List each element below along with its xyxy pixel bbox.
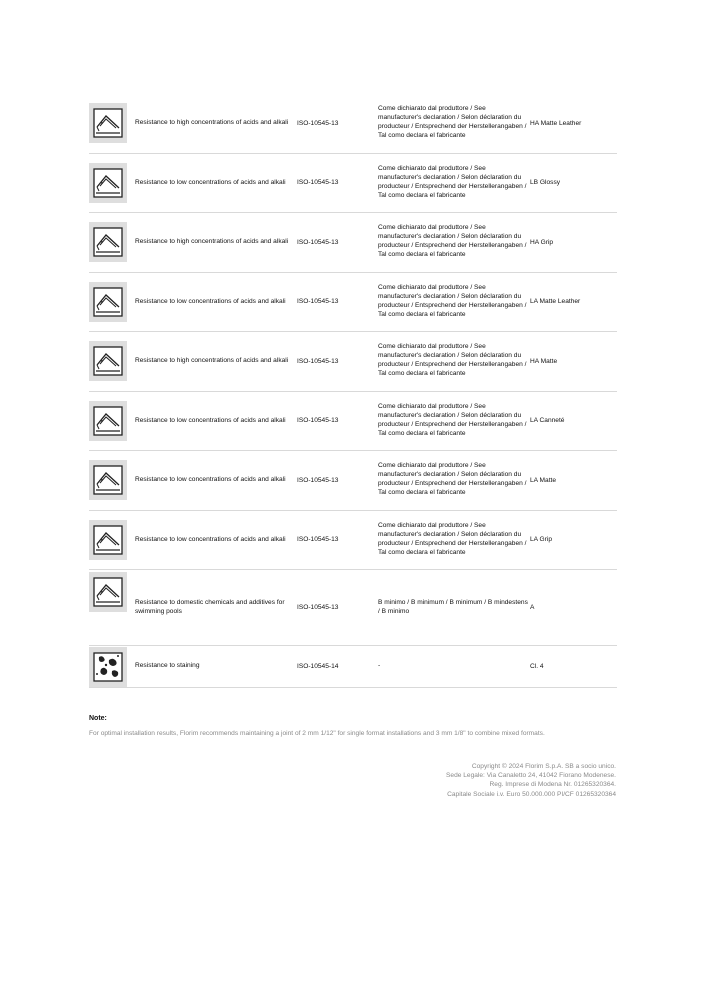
- icon-cell: [89, 451, 133, 510]
- icon-cell: [89, 511, 133, 570]
- declaration-text: Come dichiarato dal produttore / See manufacturer's declaration / Selon déclaration du producteur / Entsprechend der Herstellerangaben / Tal como declara el fabricante: [378, 521, 527, 556]
- icon-cell: [89, 94, 133, 153]
- acid-alkali-icon: [89, 103, 127, 143]
- property-label: Resistance to low concentrations of acids and alkali: [135, 416, 286, 424]
- property-label: Resistance to low concentrations of acids and alkali: [135, 535, 286, 543]
- icon-cell: [89, 154, 133, 213]
- property-label: Resistance to low concentrations of acids and alkali: [135, 476, 286, 484]
- note-title: Note:: [89, 715, 107, 722]
- icon-cell: [89, 332, 133, 391]
- table-row: [89, 511, 617, 571]
- declaration-text: -: [378, 662, 381, 670]
- acid-alkali-icon: [89, 401, 127, 441]
- icon-cell: [89, 273, 133, 332]
- acid-alkali-icon: [89, 520, 127, 560]
- table-row: [89, 392, 617, 452]
- table-row: [89, 154, 617, 214]
- value-label: LA Canneté: [530, 417, 565, 425]
- icon-cell: [89, 213, 133, 272]
- standard-label: ISO-10545-13: [297, 476, 339, 484]
- value-label: LA Matte Leather: [530, 298, 581, 306]
- table-row: [89, 332, 617, 392]
- standard-label: ISO-10545-14: [297, 663, 339, 670]
- standard-label: ISO-10545-13: [297, 179, 339, 187]
- declaration-text: Come dichiarato dal produttore / See manufacturer's declaration / Selon déclaration du producteur / Entsprechend der Herstellerangaben / Tal como declara el fabricante: [378, 343, 527, 378]
- note-section: [89, 715, 617, 739]
- acid-alkali-icon: [89, 460, 127, 500]
- footer-line: Capitale Sociale i.v. Euro 50.000.000 PI/CF 01265320364: [447, 790, 616, 798]
- standard-label: ISO-10545-13: [297, 298, 339, 306]
- standard-label: ISO-10545-13: [297, 604, 339, 611]
- acid-alkali-icon: [89, 282, 127, 322]
- property-label: Resistance to low concentrations of acids and alkali: [135, 297, 286, 305]
- acid-alkali-icon: [89, 341, 127, 381]
- table-row: [89, 646, 617, 688]
- value-label: A: [530, 604, 535, 611]
- declaration-text: Come dichiarato dal produttore / See manufacturer's declaration / Selon déclaration du producteur / Entsprechend der Herstellerangaben / Tal como declara el fabricante: [378, 224, 527, 259]
- value-label: HA Matte: [530, 357, 558, 365]
- icon-cell: [89, 646, 133, 687]
- acid-alkali-icon: [89, 163, 127, 203]
- properties-table: [89, 94, 617, 688]
- note-text: For optimal installation results, Florim recommends maintaining a joint of 2 mm 1/12" for single format installations and 3 mm 1/8" to combine mixed formats.: [89, 730, 545, 737]
- table-row: [89, 570, 617, 646]
- table-row: [89, 451, 617, 511]
- value-label: LA Grip: [530, 536, 552, 544]
- property-label: Resistance to high concentrations of acids and alkali: [135, 238, 289, 246]
- acid-alkali-icon: [89, 222, 127, 262]
- icon-cell: [89, 570, 133, 645]
- declaration-text: Come dichiarato dal produttore / See manufacturer's declaration / Selon déclaration du producteur / Entsprechend der Herstellerangaben / Tal como declara el fabricante: [378, 402, 527, 437]
- staining-icon: [89, 647, 127, 687]
- property-label: Resistance to high concentrations of acids and alkali: [135, 119, 289, 127]
- declaration-text: Come dichiarato dal produttore / See manufacturer's declaration / Selon déclaration du producteur / Entsprechend der Herstellerangaben / Tal como declara el fabricante: [378, 283, 527, 318]
- table-row: [89, 213, 617, 273]
- property-label: Resistance to high concentrations of acids and alkali: [135, 357, 289, 365]
- declaration-text: Come dichiarato dal produttore / See manufacturer's declaration / Selon déclaration du producteur / Entsprechend der Herstellerangaben / Tal como declara el fabricante: [378, 462, 527, 497]
- declaration-text: B minimo / B minimum / B minimum / B mindestens / B minimo: [378, 598, 528, 615]
- value-label: HA Grip: [530, 238, 554, 246]
- value-label: LA Matte: [530, 476, 557, 484]
- footer-line: Copyright © 2024 Florim S.p.A. SB a socio unico.: [471, 763, 616, 770]
- table-row: [89, 273, 617, 333]
- standard-label: ISO-10545-13: [297, 119, 339, 127]
- declaration-text: Come dichiarato dal produttore / See manufacturer's declaration / Selon déclaration du producteur / Entsprechend der Herstellerangaben / Tal como declara el fabricante: [378, 105, 527, 140]
- standard-label: ISO-10545-13: [297, 238, 339, 246]
- table-row: [89, 94, 617, 154]
- icon-cell: [89, 392, 133, 451]
- property-label: Resistance to staining: [135, 662, 200, 670]
- value-label: HA Matte Leather: [530, 119, 582, 127]
- standard-label: ISO-10545-13: [297, 357, 339, 365]
- standard-label: ISO-10545-13: [297, 417, 339, 425]
- property-label: Resistance to domestic chemicals and additives for swimming pools: [135, 599, 285, 615]
- value-label: Cl. 4: [530, 663, 544, 670]
- declaration-text: Come dichiarato dal produttore / See manufacturer's declaration / Selon déclaration du producteur / Entsprechend der Herstellerangaben / Tal como declara el fabricante: [378, 164, 527, 199]
- value-label: LB Glossy: [530, 179, 561, 187]
- acid-alkali-icon: [89, 572, 127, 612]
- property-label: Resistance to low concentrations of acids and alkali: [135, 178, 286, 186]
- footer: [446, 762, 616, 799]
- standard-label: ISO-10545-13: [297, 536, 339, 544]
- footer-line: Reg. Imprese di Modena Nr. 01265320364.: [489, 781, 616, 789]
- footer-line: Sede Legale: Via Canaletto 24, 41042 Fiorano Modenese.: [446, 772, 616, 780]
